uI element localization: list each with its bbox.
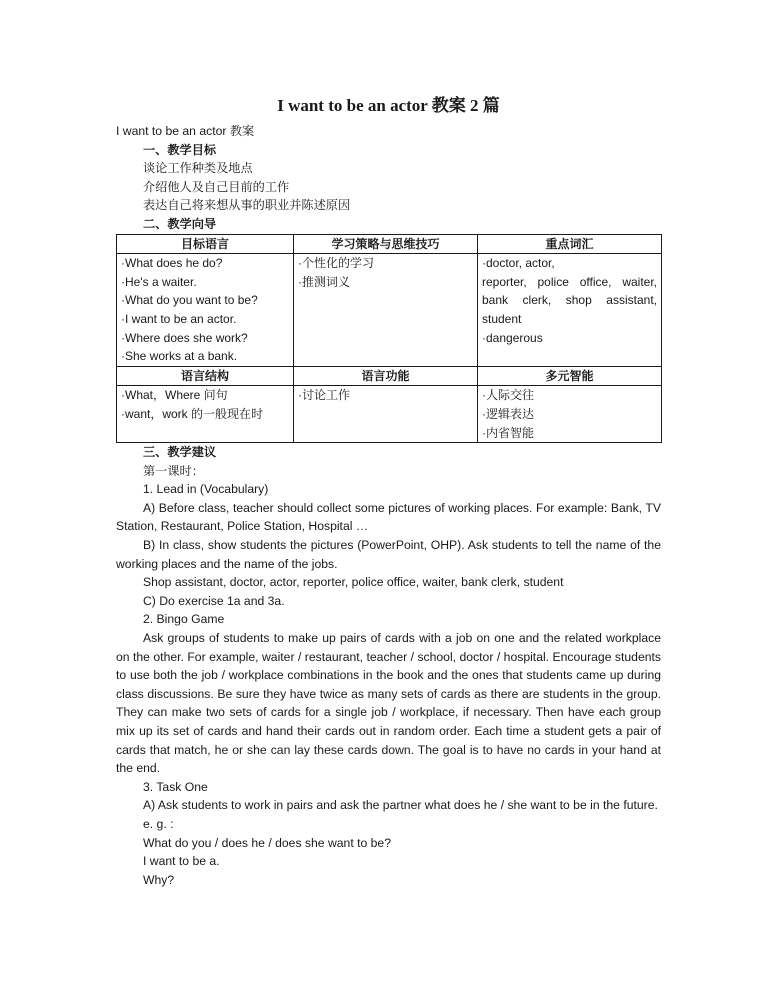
- document-page: [116, 94, 661, 889]
- header-intelligence: 多元智能: [478, 366, 662, 386]
- header-key-words: 重点词汇: [478, 234, 662, 254]
- document-title: I want to be an actor 教案 2 篇: [277, 96, 500, 115]
- function-cell: [294, 386, 478, 443]
- section2-heading: 二、教学向导: [143, 216, 217, 231]
- cell-line: ·doctor, actor,: [482, 256, 555, 271]
- paragraph: A) Before class, teacher should collect some pictures of working places. For example: Bank, TV Station, Restaurant, Police Station, Hospital …: [116, 500, 661, 534]
- paragraph: B) In class, show students the pictures (PowerPoint, OHP). Ask students to tell the name of the working places and the name of the jobs.: [116, 538, 661, 571]
- step-heading: 3. Task One: [143, 779, 208, 794]
- cell-line: ·讨论工作: [298, 388, 350, 403]
- structure-cell: [117, 386, 294, 443]
- table-header-row: [117, 366, 662, 386]
- section3-heading: 三、教学建议: [143, 445, 217, 460]
- vocabulary-list: Shop assistant, doctor, actor, reporter, police office, waiter, bank clerk, student: [143, 575, 564, 590]
- strategy-cell: [294, 254, 478, 367]
- objective-item: 表达自己将来想从事的职业并陈述原因: [143, 198, 351, 213]
- cell-line: ·I want to be an actor.: [121, 311, 237, 326]
- step-heading: 1. Lead in (Vocabulary): [143, 482, 269, 497]
- cell-line: ·He's a waiter.: [121, 274, 197, 289]
- intelligence-cell: [478, 386, 662, 443]
- lesson-label: 第一课时：: [143, 463, 204, 478]
- cell-line: ·人际交往: [482, 388, 534, 403]
- cell-line: ·want，work 的一般现在时: [121, 406, 264, 421]
- header-strategy: 学习策略与思维技巧: [294, 234, 478, 254]
- cell-line: ·逻辑表达: [482, 406, 534, 421]
- example-line: Why?: [143, 872, 175, 887]
- cell-line: ·What does he do?: [121, 256, 223, 271]
- cell-line: ·个性化的学习: [298, 256, 374, 271]
- header-structure: 语言结构: [117, 366, 294, 386]
- cell-line: ·dangerous: [482, 330, 543, 345]
- section1-heading: 一、教学目标: [143, 142, 217, 157]
- objective-item: 谈论工作种类及地点: [143, 161, 253, 176]
- paragraph: A) Ask students to work in pairs and ask the partner what does he / she want to be in the future.: [143, 798, 658, 813]
- objective-item: 介绍他人及自己目前的工作: [143, 179, 290, 194]
- example-label: e. g. :: [143, 816, 174, 831]
- table-row: [117, 254, 662, 367]
- paragraph: C) Do exercise 1a and 3a.: [143, 593, 285, 608]
- example-line: I want to be a.: [143, 854, 220, 869]
- cell-line: ·She works at a bank.: [121, 349, 238, 364]
- cell-line: reporter, police office, waiter, bank clerk, shop assistant, student: [482, 274, 657, 326]
- step-heading: 2. Bingo Game: [143, 612, 225, 627]
- table-header-row: [117, 234, 662, 254]
- cell-line: ·What，Where 问句: [121, 388, 228, 403]
- guide-table: [116, 234, 662, 444]
- header-function: 语言功能: [294, 366, 478, 386]
- cell-line: ·内省智能: [482, 425, 534, 440]
- paragraph: Ask groups of students to make up pairs of cards with a job on one and the related workplace on the other. For example, waiter / restaurant, teacher / school, doctor / hospital. Encourage students to use both the job / workplace combinations in the book and the ones that students came up during class discussions. Be sure they have twice as many sets of cards as there are students in the group. They can make two sets of cards for a single job / workplace, if necessary. Then have each group mix up its set of cards and hand their cards out in random order. Each time a student gets a pair of cards that match, he or she can lay these cards down. The goal is to have no cards in your hand at the end.: [116, 631, 661, 776]
- target-language-cell: [117, 254, 294, 367]
- cell-line: ·推测词义: [298, 274, 350, 289]
- key-words-cell: [478, 254, 662, 367]
- cell-line: ·What do you want to be?: [121, 293, 258, 308]
- header-target-language: 目标语言: [117, 234, 294, 254]
- cell-line: ·Where does she work?: [121, 330, 248, 345]
- document-subtitle: I want to be an actor 教案: [116, 124, 255, 138]
- example-line: What do you / does he / does she want to be?: [143, 835, 391, 850]
- table-row: [117, 386, 662, 443]
